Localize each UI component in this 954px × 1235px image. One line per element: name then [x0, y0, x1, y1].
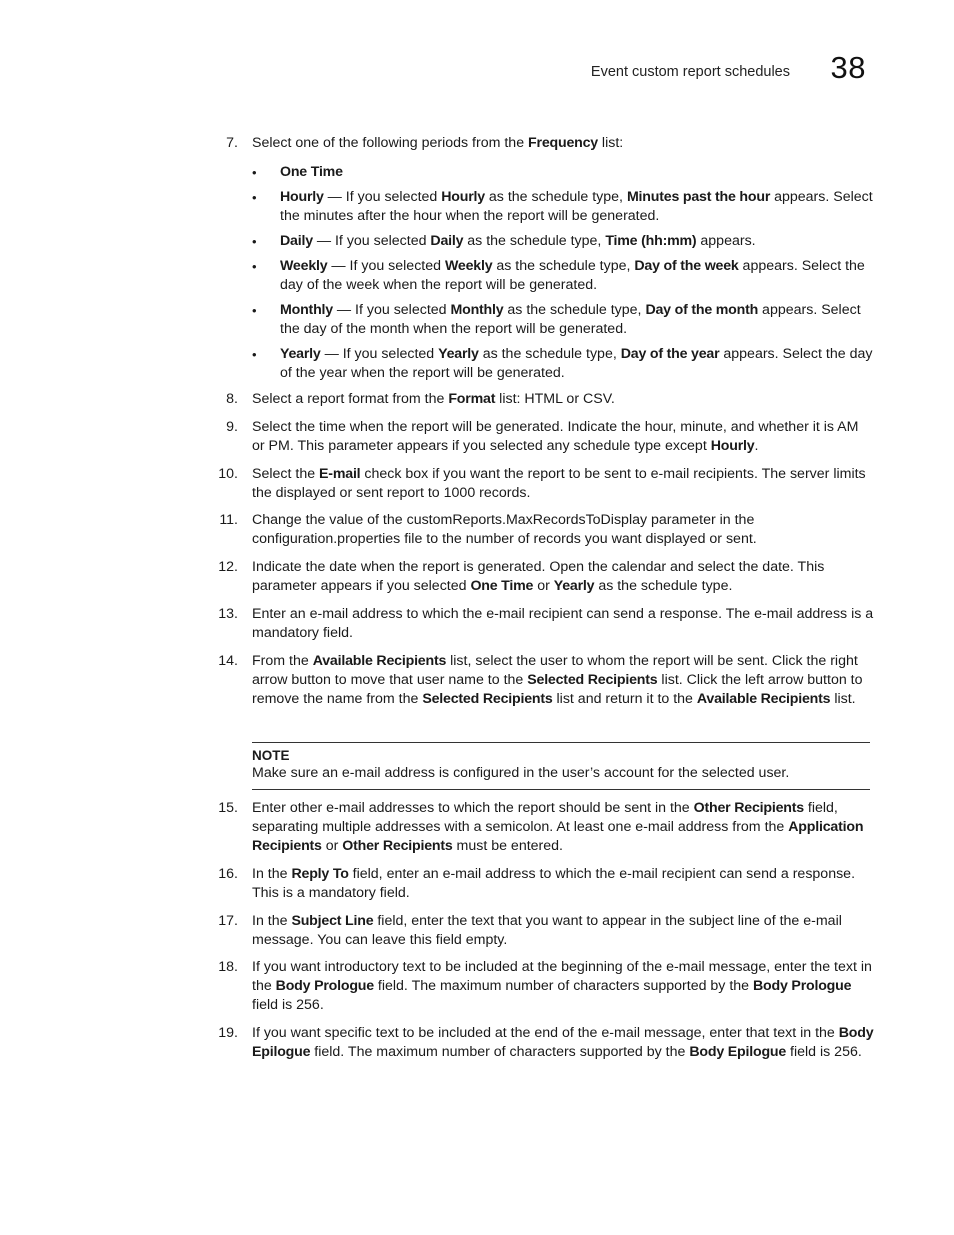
chapter-number: 38	[830, 50, 866, 85]
step-text: Enter an e-mail address to which the e-mail recipient can send a response. The e-mail address is a mandatory field.	[252, 606, 874, 641]
step-text: Select the E-mail check box if you want the report to be sent to e-mail recipients. The server limits the displayed or sent report to 1000 records.	[252, 466, 866, 501]
ui-term: Available Recipients	[312, 653, 447, 669]
ui-term: One Time	[470, 578, 534, 594]
ui-term: Body Epilogue	[689, 1044, 787, 1060]
ui-term: Yearly	[553, 578, 595, 594]
list-item: • Yearly — If you selected Yearly as the schedule type, Day of the year appears. Select the day of the year when the report will be generated.	[252, 346, 873, 381]
note-body: Make sure an e-mail address is configured in the user’s account for the selected user.	[252, 765, 790, 781]
step-7	[0, 134, 954, 153]
ui-term: Available Recipients	[696, 691, 831, 707]
step-18	[0, 958, 954, 1015]
ui-term: Reply To	[291, 866, 349, 882]
bullet-icon: •	[252, 234, 257, 249]
step-text: If you want specific text to be included at the end of the e-mail message, enter that text in the Body Epilogue field. The maximum number of characters supported by the Body Epilogue field is 256.	[252, 1025, 874, 1060]
bullet-icon: •	[252, 165, 257, 180]
step-9	[0, 418, 954, 456]
list-item: • Monthly — If you selected Monthly as the schedule type, Day of the month appears. Select the day of the month when the report will be generated.	[252, 302, 861, 337]
step-8	[0, 390, 954, 409]
list-item: • Daily — If you selected Daily as the schedule type, Time (hh:mm) appears.	[252, 233, 756, 249]
step-number: 14.	[218, 653, 238, 669]
step-17	[0, 912, 954, 950]
step-15	[0, 799, 954, 856]
step-11	[0, 511, 954, 549]
list-item: • Weekly — If you selected Weekly as the schedule type, Day of the week appears. Select the day of the week when the report will be generated.	[252, 258, 865, 293]
bullet-icon: •	[252, 190, 257, 205]
list-item: • One Time	[252, 164, 343, 180]
ui-term: Other Recipients	[342, 838, 453, 854]
step-text: From the Available Recipients list, select the user to whom the report will be sent. Click the right arrow button to move that user name to the Selected Recipients list. Click the left arrow button to remove the name from the Selected Recipients list and return it to the Available Recipients list.	[252, 653, 863, 707]
ui-term: Selected Recipients	[527, 672, 658, 688]
ui-term: Other Recipients	[693, 800, 804, 816]
step-text: If you want introductory text to be included at the beginning of the e-mail message, enter the text in the Body Prologue field. The maximum number of characters supported by the Body Prologue field is 256.	[252, 959, 872, 1013]
frequency-list	[252, 163, 874, 389]
list-item: • Hourly — If you selected Hourly as the schedule type, Minutes past the hour appears. Select the minutes after the hour when the report will be generated.	[252, 189, 873, 224]
ui-term: Format	[448, 391, 496, 407]
section-title: Event custom report schedules	[590, 64, 790, 80]
ui-term: Frequency	[528, 135, 598, 151]
ui-term: Selected Recipients	[422, 691, 553, 707]
ui-term: Body Prologue	[275, 978, 374, 994]
step-13	[0, 605, 954, 643]
ui-term: Body Epilogue	[252, 1025, 874, 1060]
step-number: 19.	[218, 1025, 238, 1041]
bullet-icon: •	[252, 259, 257, 274]
step-number: 16.	[218, 866, 238, 882]
step-16	[0, 865, 954, 903]
step-10	[0, 465, 954, 503]
ui-term: Hourly	[710, 438, 755, 454]
step-number: 11.	[219, 512, 238, 528]
step-text: Select one of the following periods from the Frequency list:	[252, 135, 624, 151]
step-number: 18.	[218, 959, 238, 975]
ui-term: E-mail	[319, 466, 361, 482]
step-number: 12.	[218, 559, 238, 575]
step-text: In the Reply To field, enter an e-mail address to which the e-mail recipient can send a response. This is a mandatory field.	[252, 866, 856, 901]
bullet-icon: •	[252, 303, 257, 318]
step-number: 7.	[226, 135, 238, 151]
note-box	[252, 742, 870, 790]
step-number: 17.	[218, 913, 238, 929]
step-12	[0, 558, 954, 596]
step-text: Select a report format from the Format list: HTML or CSV.	[252, 391, 615, 407]
step-19	[0, 1024, 954, 1062]
step-number: 8.	[226, 391, 238, 407]
step-number: 9.	[226, 419, 238, 435]
step-number: 13.	[218, 606, 238, 622]
step-text: In the Subject Line field, enter the text that you want to appear in the subject line of the e-mail message. You can leave this field empty.	[252, 913, 842, 948]
step-text: Enter other e-mail addresses to which the report should be sent in the Other Recipients field, separating multiple addresses with a semicolon. At least one e-mail address from the Application Recipients or Other Recipients must be entered.	[252, 800, 864, 854]
ui-term: Subject Line	[291, 913, 374, 929]
ui-term: Application Recipients	[252, 819, 864, 854]
bullet-icon: •	[252, 347, 257, 362]
step-number: 10.	[218, 466, 238, 482]
step-number: 15.	[218, 800, 238, 816]
step-text: Indicate the date when the report is generated. Open the calendar and select the date. This parameter appears if you selected One Time or Yearly as the schedule type.	[252, 559, 825, 594]
ui-term: Body Prologue	[753, 978, 852, 994]
step-text: Select the time when the report will be generated. Indicate the hour, minute, and whether it is AM or PM. This parameter appears if you selected any schedule type except Hourly.	[252, 419, 859, 454]
step-14	[0, 652, 954, 709]
note-title: NOTE	[252, 748, 290, 763]
step-text: Change the value of the customReports.MaxRecordsToDisplay parameter in the configuration.properties file to the number of records you want displayed or sent.	[252, 512, 757, 547]
